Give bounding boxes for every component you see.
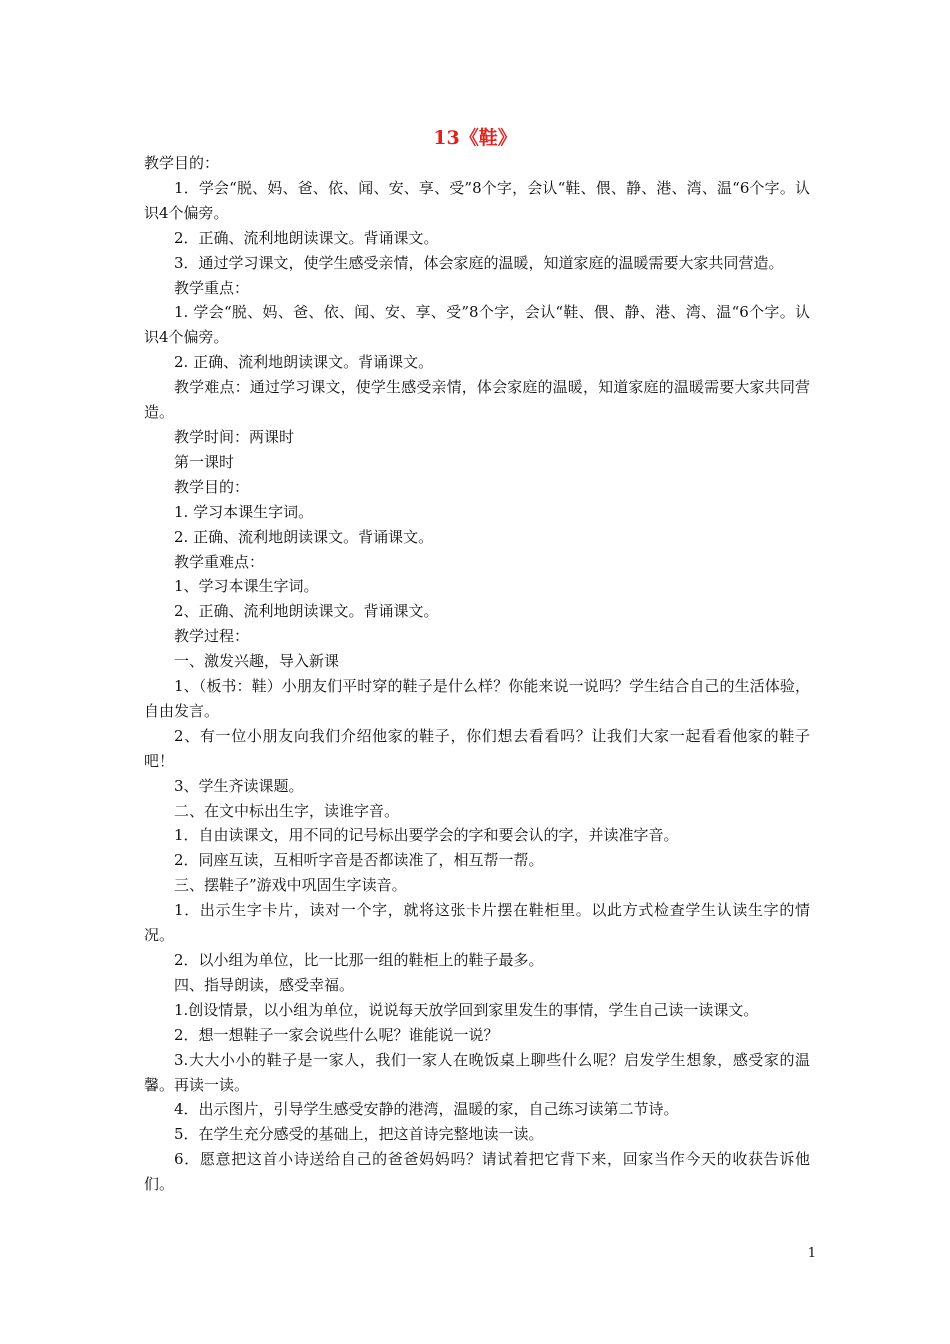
paragraph: 1．学会“脱、妈、爸、依、闻、安、享、受”8个字，会认“鞋、偎、静、港、湾、温“6个字。认识4个偏旁。	[144, 178, 810, 222]
paragraph: 1、（板书：鞋）小朋友们平时穿的鞋子是什么样？你能来说一说吗？学生结合自己的生活体验，自由发言。	[144, 677, 810, 720]
paragraph: 第一课时	[174, 452, 235, 471]
paragraph: 1. 学习本课生字词。	[174, 502, 314, 521]
paragraph: 2．正确、流利地朗读课文。背诵课文。	[174, 228, 439, 247]
document-body	[144, 151, 810, 1197]
paragraph: 一、激发兴趣，导入新课	[174, 652, 340, 671]
paragraph: 6．愿意把这首小诗送给自己的爸爸妈妈吗？请试着把它背下来，回家当作今天的收获告诉他们。	[144, 1150, 810, 1194]
paragraph: 3、学生齐读课题。	[174, 776, 304, 795]
paragraph: 1. 学会“脱、妈、爸、依、闻、安、享、受”8个字，会认“鞋、偎、静、港、湾、温“6个字。认识4个偏旁。	[144, 303, 810, 347]
paragraph: 2、有一位小朋友向我们介绍他家的鞋子，你们想去看看吗？让我们大家一起看看他家的鞋子吧！	[144, 726, 810, 770]
paragraph: 教学过程：	[174, 627, 250, 646]
paragraph: 教学时间：两课时	[174, 427, 295, 446]
paragraph: 2．以小组为单位，比一比那一组的鞋柜上的鞋子最多。	[174, 951, 544, 969]
paragraph: 1．出示生字卡片，读对一个字，就将这张卡片摆在鞋柜里。以此方式检查学生认读生字的情况。	[144, 901, 810, 945]
page-number: 1	[807, 1246, 816, 1261]
paragraph: 2．想一想鞋子一家会说些什么呢？谁能说一说？	[174, 1025, 499, 1044]
paragraph: 3．通过学习课文，使学生感受亲情，体会家庭的温暖，知道家庭的温暖需要大家共同营造。	[174, 253, 784, 272]
paragraph: 四、指导朗读，感受幸福。	[174, 975, 355, 994]
paragraph: 教学目的：	[174, 477, 250, 496]
paragraph: 3.大大小小的鞋子是一家人，我们一家人在晚饭桌上聊些什么呢？启发学生想象，感受家的温馨。再读一读。	[144, 1050, 810, 1094]
paragraph: 教学重难点：	[174, 552, 265, 571]
paragraph: 教学重点：	[174, 278, 250, 297]
paragraph: 4．出示图片，引导学生感受安静的港湾，温暖的家，自己练习读第二节诗。	[174, 1100, 679, 1119]
paragraph: 二、在文中标出生字，读谁字音。	[174, 801, 400, 820]
paragraph: 三、摆鞋子”游戏中巩固生字读音。	[174, 876, 407, 895]
paragraph: 教学目的：	[144, 154, 220, 172]
paragraph: 1.创设情景，以小组为单位，说说每天放学回到家里发生的事情，学生自己读一读课文。	[174, 1000, 759, 1019]
paragraph: 5．在学生充分感受的基础上，把这首诗完整地读一读。	[174, 1125, 544, 1144]
paragraph: 2. 正确、流利地朗读课文。背诵课文。	[174, 353, 434, 372]
paragraph: 教学难点：通过学习课文，使学生感受亲情，体会家庭的温暖，知道家庭的温暖需要大家共同营造。	[144, 378, 810, 422]
paragraph: 1．自由读课文，用不同的记号标出要学会的字和要会认的字，并读准字音。	[174, 826, 679, 845]
paragraph: 2、正确、流利地朗读课文。背诵课文。	[174, 602, 439, 621]
paragraph: 2．同座互读，互相听字音是否都读准了，相互帮一帮。	[174, 851, 544, 870]
document-title: 13《鞋》	[433, 127, 517, 149]
paragraph: 1、学习本课生字词。	[174, 577, 319, 596]
paragraph: 2. 正确、流利地朗读课文。背诵课文。	[174, 527, 434, 546]
